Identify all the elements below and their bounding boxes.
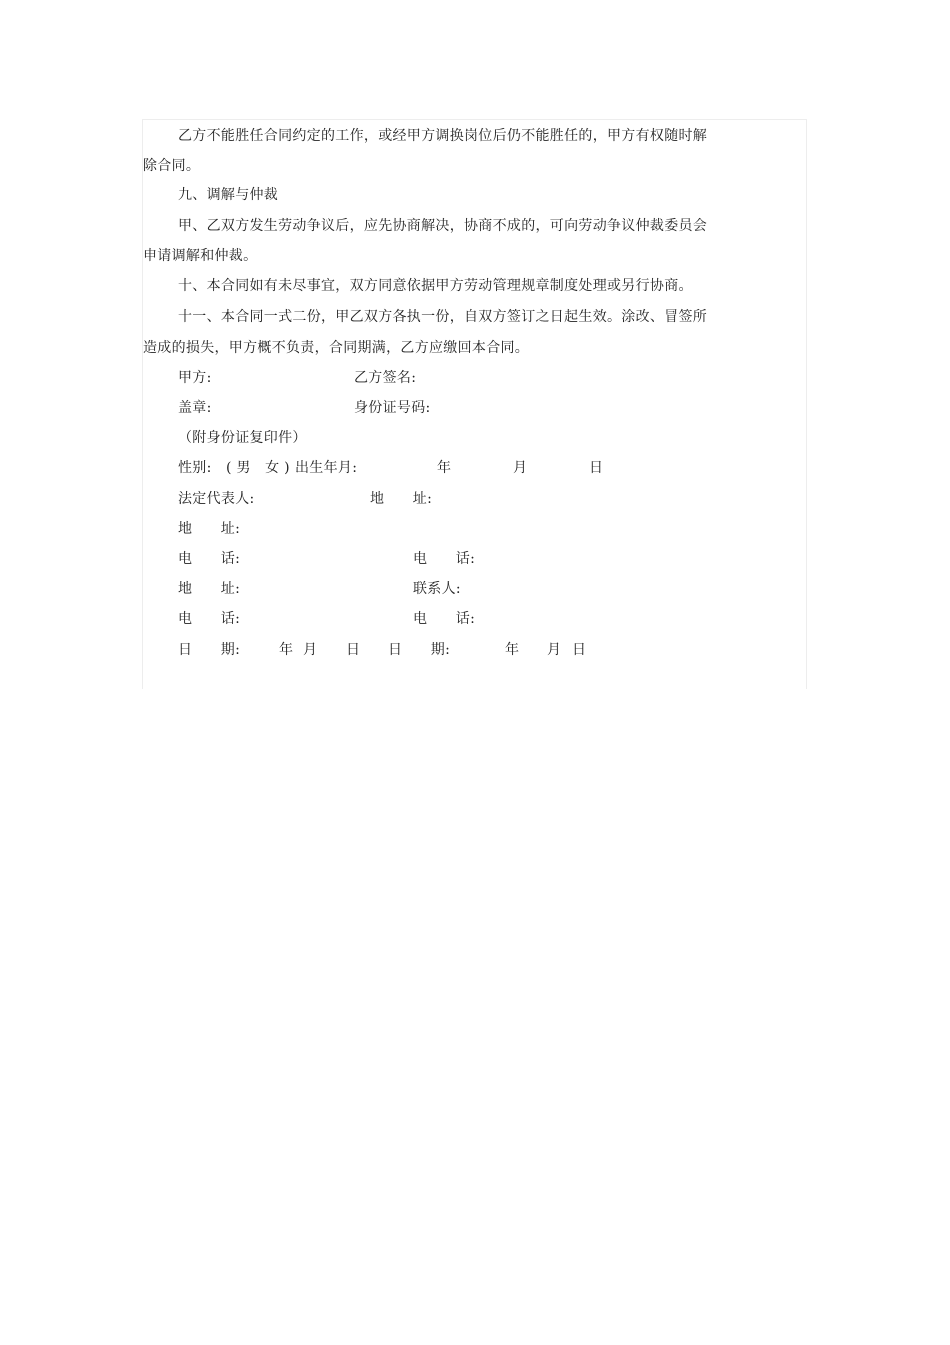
date-year: 年 [279, 642, 294, 658]
phone-label: 电 话: [178, 611, 241, 627]
birth-month: 月 [513, 460, 528, 476]
party-a-label: 甲方: [178, 370, 212, 386]
section-heading-10: 十、本合同如有未尽事宜，双方同意依据甲方劳动管理规章制度处理或另行协商。 [178, 278, 693, 294]
legal-rep-label: 法定代表人: [178, 491, 255, 507]
clause-text: 申请调解和仲裁。 [143, 248, 258, 264]
gender-options: ( 男 女 ) [226, 460, 290, 476]
date-day: 日 [572, 642, 587, 658]
phone-label: 电 话: [413, 551, 476, 567]
birth-day: 日 [589, 460, 604, 476]
date-day: 日 [346, 642, 361, 658]
date-month: 月 [547, 642, 562, 658]
id-number-label: 身份证号码: [354, 400, 431, 416]
clause-text: 甲、乙双方发生劳动争议后，应先协商解决，协商不成的，可向劳动争议仲裁委员会 [178, 218, 708, 234]
clause-text: 除合同。 [143, 158, 201, 174]
date-month: 月 [303, 642, 318, 658]
document-frame [142, 119, 807, 689]
birth-label: 出生年月: [295, 460, 358, 476]
address-label: 地 址: [178, 581, 241, 597]
date-label: 日 期: [178, 642, 241, 658]
date-label: 日 期: [388, 642, 451, 658]
phone-label: 电 话: [413, 611, 476, 627]
address-label: 地 址: [370, 491, 433, 507]
section-heading-11: 十一、本合同一式二份，甲乙双方各执一份，自双方签订之日起生效。涂改、冒签所 [178, 309, 708, 325]
clause-text: 造成的损失，甲方概不负责，合同期满，乙方应缴回本合同。 [143, 340, 530, 356]
section-heading-9: 九、调解与仲裁 [178, 187, 279, 203]
phone-label: 电 话: [178, 551, 241, 567]
address-label: 地 址: [178, 521, 241, 537]
gender-label: 性别: [178, 460, 212, 476]
seal-label: 盖章: [178, 400, 212, 416]
party-b-sign-label: 乙方签名: [354, 370, 417, 386]
id-copy-note: （附身份证复印件） [178, 430, 307, 446]
birth-year: 年 [437, 460, 452, 476]
clause-text: 乙方不能胜任合同约定的工作，或经甲方调换岗位后仍不能胜任的，甲方有权随时解 [178, 128, 708, 144]
contact-label: 联系人: [413, 581, 461, 597]
date-year: 年 [505, 642, 520, 658]
